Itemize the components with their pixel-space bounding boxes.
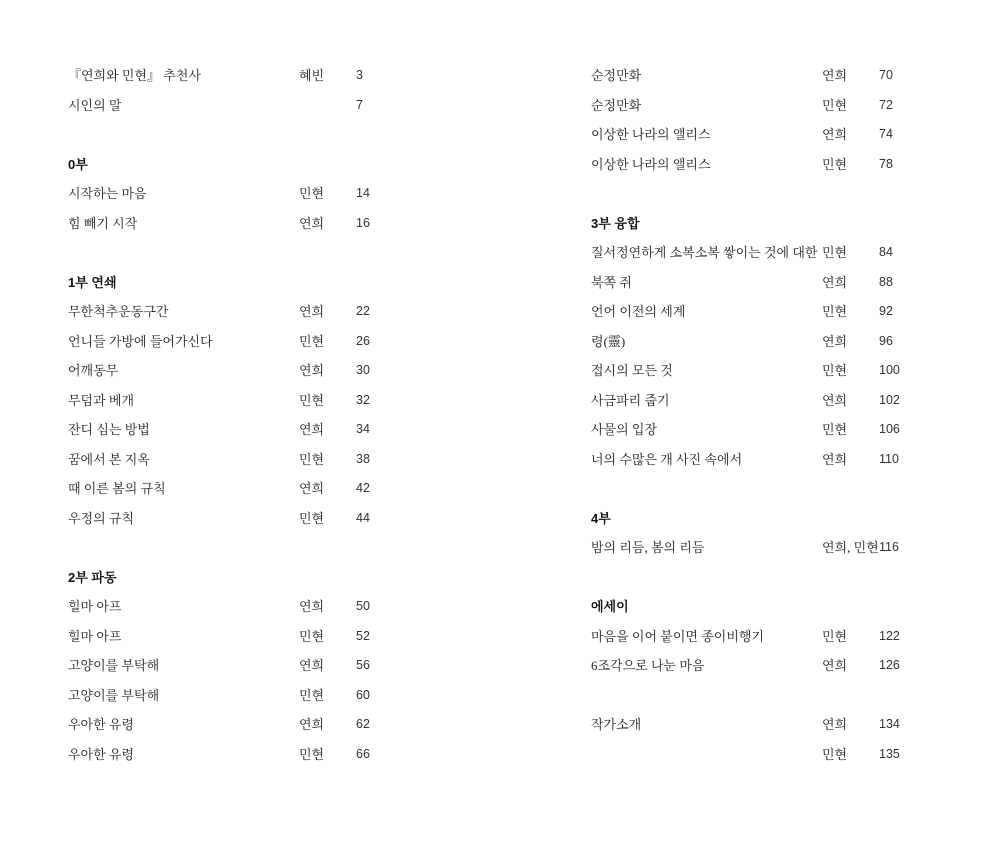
- entry-title: 언니들 가방에 들어가신다: [68, 333, 213, 349]
- entry-title: 시인의 말: [68, 97, 122, 113]
- section-spacer: [68, 120, 448, 150]
- entry-page-number: 92: [879, 304, 893, 318]
- entry-title: 우아한 유령: [68, 746, 135, 762]
- toc-section-heading: [68, 150, 448, 180]
- entry-author: 연희: [299, 658, 325, 673]
- entry-author: 연희: [299, 481, 325, 496]
- entry-author: 민현: [822, 97, 848, 113]
- entry-page-number: 102: [879, 392, 900, 407]
- section-title: 에세이: [591, 599, 629, 614]
- entry-title: 시작하는 마음: [68, 186, 147, 201]
- section-spacer: [68, 238, 448, 268]
- toc-entry: [68, 504, 448, 534]
- entry-author: 연희: [822, 127, 848, 142]
- entry-title: 이상한 나라의 앨리스: [591, 156, 711, 172]
- entry-title: 어깨동무: [68, 363, 119, 378]
- entry-title: 무덤과 베개: [68, 392, 135, 408]
- toc-left-column: [68, 61, 448, 769]
- entry-author: 민현: [299, 333, 325, 349]
- toc-entry: [68, 592, 448, 622]
- toc-entry: [591, 356, 951, 386]
- toc-entry: [68, 356, 448, 386]
- entry-page-number: 116: [879, 540, 899, 554]
- toc-entry: [591, 533, 951, 563]
- entry-page-number: 122: [879, 628, 900, 643]
- toc-entry: [68, 445, 448, 475]
- entry-author: 민현: [299, 451, 325, 467]
- entry-page-number: 74: [879, 127, 893, 141]
- entry-author: 연희: [299, 304, 325, 319]
- toc-entry: [68, 386, 448, 416]
- toc-entry: [591, 622, 951, 652]
- toc-entry: [591, 740, 951, 770]
- entry-title: 밤의 리듬, 봄의 리듬: [591, 540, 705, 555]
- entry-author: 민현: [299, 186, 325, 201]
- toc-entry: [591, 150, 951, 180]
- toc-right-column: [591, 61, 951, 769]
- toc-entry: [591, 91, 951, 121]
- entry-page-number: 14: [356, 186, 370, 200]
- section-title: 3부 융합: [591, 215, 640, 231]
- entry-author: 민현: [822, 363, 848, 378]
- toc-section-heading: [68, 563, 448, 593]
- toc-entry: [591, 238, 951, 268]
- entry-title: 『연희와 민현』 추천사: [68, 68, 201, 83]
- entry-author: 연희: [822, 68, 848, 83]
- entry-author: 민현: [299, 746, 325, 762]
- entry-author: 연희: [822, 274, 848, 290]
- entry-title: 우정의 규칙: [68, 510, 135, 526]
- entry-title: 순정만화: [591, 68, 642, 83]
- entry-title: 고양이를 부탁해: [68, 687, 160, 703]
- entry-page-number: 62: [356, 717, 370, 731]
- toc-entry: [68, 61, 448, 91]
- toc-entry: [591, 386, 951, 416]
- entry-author: 연희: [822, 333, 848, 349]
- toc-entry: [68, 415, 448, 445]
- toc-entry: [68, 622, 448, 652]
- entry-title: 우아한 유령: [68, 717, 135, 732]
- toc-entry: [591, 327, 951, 357]
- entry-author: 연희, 민현: [822, 540, 879, 555]
- toc-section-heading: [591, 209, 951, 239]
- entry-page-number: 72: [879, 97, 893, 112]
- entry-page-number: 3: [356, 68, 363, 82]
- toc-entry: [591, 61, 951, 91]
- toc-entry: [591, 120, 951, 150]
- entry-author: 민현: [822, 245, 848, 260]
- entry-author: 민현: [299, 510, 325, 526]
- entry-author: 연희: [822, 392, 848, 408]
- entry-page-number: 134: [879, 717, 900, 731]
- entry-title: 령(靈): [591, 333, 626, 349]
- entry-author: 민현: [822, 746, 848, 762]
- toc-entry: [591, 297, 951, 327]
- toc-entry: [591, 710, 951, 740]
- toc-entry: [68, 91, 448, 121]
- entry-page-number: 126: [879, 658, 900, 672]
- toc-entry: [591, 445, 951, 475]
- entry-author: 민현: [299, 687, 325, 703]
- section-spacer: [591, 179, 951, 209]
- entry-page-number: 78: [879, 156, 893, 171]
- entry-page-number: 30: [356, 363, 370, 377]
- toc-section-heading: [591, 592, 951, 622]
- entry-title: 6조각으로 나눈 마음: [591, 658, 705, 673]
- toc-entry: [591, 268, 951, 298]
- entry-page-number: 22: [356, 304, 370, 318]
- entry-title: 힘 빼기 시작: [68, 215, 138, 231]
- entry-author: 연희: [299, 363, 325, 378]
- entry-page-number: 56: [356, 658, 370, 672]
- entry-author: 민현: [822, 304, 848, 319]
- entry-author: 민현: [299, 392, 325, 408]
- entry-page-number: 44: [356, 510, 370, 525]
- entry-page-number: 50: [356, 599, 370, 613]
- section-title: 1부 연쇄: [68, 274, 117, 290]
- entry-page-number: 135: [879, 746, 900, 761]
- section-title: 0부: [68, 156, 88, 172]
- toc-entry: [68, 179, 448, 209]
- entry-author: 민현: [822, 156, 848, 172]
- entry-author: 민현: [299, 628, 325, 644]
- entry-page-number: 70: [879, 68, 893, 82]
- entry-title: 꿈에서 본 지옥: [68, 451, 150, 467]
- section-title: 4부: [591, 510, 611, 526]
- entry-page-number: 52: [356, 628, 370, 643]
- entry-page-number: 38: [356, 451, 370, 466]
- toc-entry: [68, 209, 448, 239]
- toc-entry: [68, 681, 448, 711]
- entry-title: 때 이른 봄의 규칙: [68, 481, 166, 496]
- entry-title: 언어 이전의 세계: [591, 304, 686, 319]
- entry-author: 연희: [822, 658, 848, 673]
- entry-page-number: 100: [879, 363, 900, 377]
- entry-author: 연희: [822, 451, 848, 467]
- entry-title: 질서정연하게 소복소복 쌓이는 것에 대한: [591, 245, 818, 260]
- entry-title: 작가소개: [591, 717, 642, 732]
- entry-author: 민현: [822, 628, 848, 644]
- entry-page-number: 16: [356, 215, 370, 230]
- entry-title: 접시의 모든 것: [591, 363, 673, 378]
- toc-entry: [591, 415, 951, 445]
- entry-page-number: 84: [879, 245, 893, 259]
- entry-author: 연희: [299, 599, 325, 614]
- entry-author: 혜빈: [299, 68, 325, 83]
- entry-page-number: 60: [356, 687, 370, 702]
- toc-section-heading: [591, 504, 951, 534]
- section-spacer: [591, 681, 951, 711]
- toc-section-heading: [68, 268, 448, 298]
- toc-entry: [68, 710, 448, 740]
- entry-author: 연희: [299, 422, 325, 437]
- toc-entry: [68, 297, 448, 327]
- entry-title: 힐마 아프: [68, 599, 122, 614]
- entry-author: 연희: [299, 717, 325, 732]
- entry-page-number: 106: [879, 422, 900, 436]
- entry-title: 순정만화: [591, 97, 642, 113]
- entry-page-number: 66: [356, 746, 370, 761]
- entry-title: 고양이를 부탁해: [68, 658, 160, 673]
- entry-title: 북쪽 쥐: [591, 274, 632, 290]
- entry-title: 무한척추운동구간: [68, 304, 169, 319]
- section-spacer: [591, 563, 951, 593]
- entry-page-number: 32: [356, 392, 370, 407]
- section-title: 2부 파동: [68, 569, 117, 585]
- entry-author: 연희: [822, 717, 848, 732]
- section-spacer: [591, 474, 951, 504]
- entry-page-number: 88: [879, 274, 893, 289]
- entry-title: 힐마 아프: [68, 628, 122, 644]
- entry-page-number: 34: [356, 422, 370, 436]
- entry-page-number: 42: [356, 481, 370, 495]
- toc-entry: [68, 474, 448, 504]
- toc-entry: [68, 327, 448, 357]
- toc-entry: [68, 740, 448, 770]
- entry-title: 잔디 심는 방법: [68, 422, 150, 437]
- entry-author: 민현: [822, 422, 848, 437]
- entry-page-number: 26: [356, 333, 370, 348]
- entry-page-number: 110: [879, 451, 899, 466]
- toc-entry: [591, 651, 951, 681]
- entry-title: 사물의 입장: [591, 422, 658, 437]
- entry-author: 연희: [299, 215, 325, 231]
- entry-page-number: 96: [879, 333, 893, 348]
- entry-page-number: 7: [356, 97, 363, 112]
- section-spacer: [68, 533, 448, 563]
- toc-entry: [68, 651, 448, 681]
- entry-title: 사금파리 줍기: [591, 392, 670, 408]
- entry-title: 너의 수많은 개 사진 속에서: [591, 451, 743, 467]
- entry-title: 마음을 이어 붙이면 종이비행기: [591, 628, 765, 644]
- entry-title: 이상한 나라의 앨리스: [591, 127, 711, 142]
